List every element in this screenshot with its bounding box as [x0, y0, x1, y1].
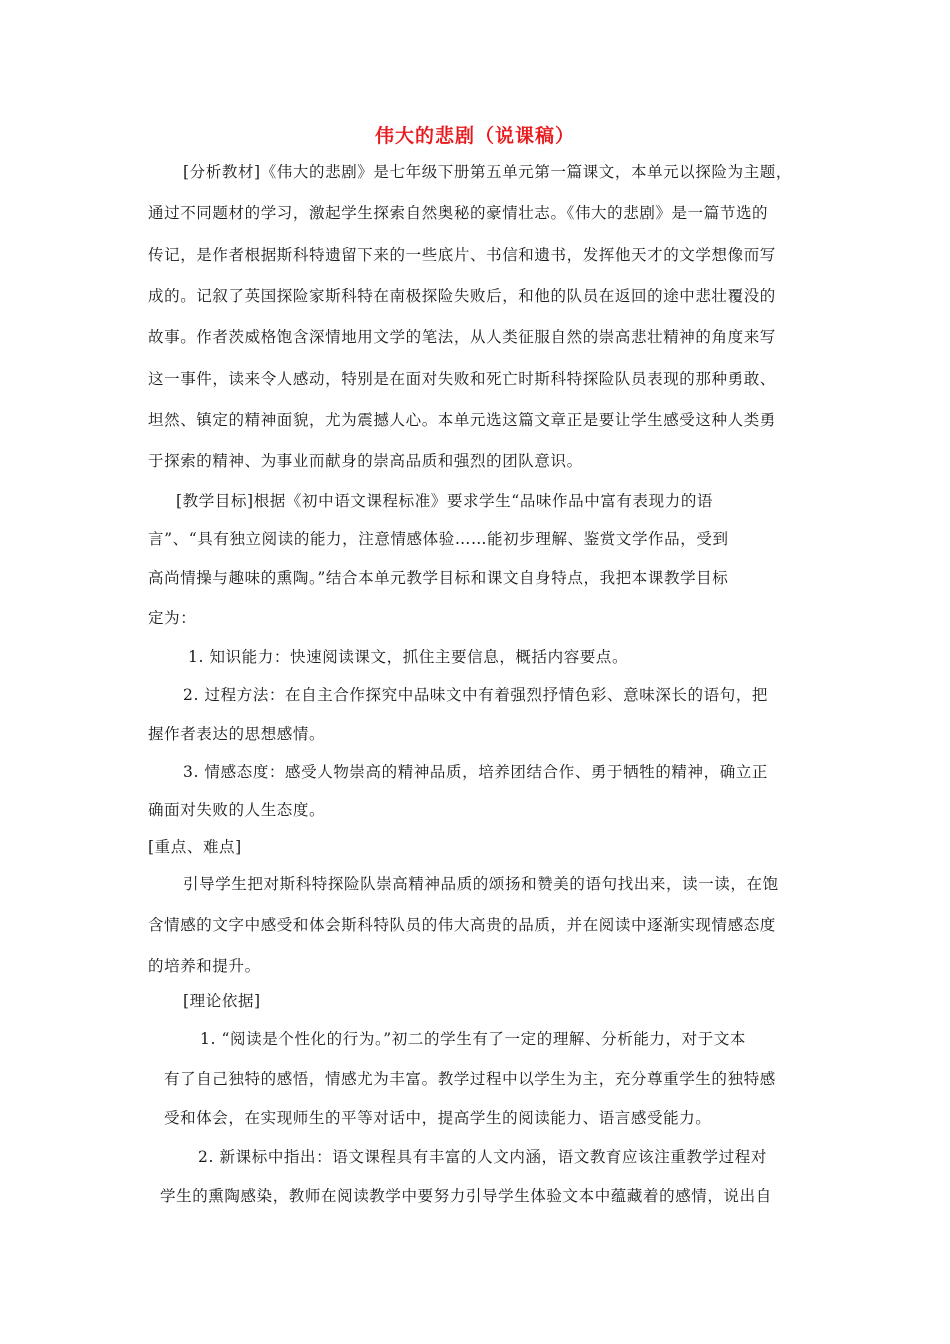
text-line: 定为： [148, 609, 197, 627]
text-line: 坦然、镇定的精神面貌，尤为震撼人心。本单元选这篇文章正是要让学生感受这种人类勇 [148, 411, 776, 429]
list-item: 1. “阅读是个性化的行为。”初二的学生有了一定的理解、分析能力，对于文本 [200, 1030, 747, 1048]
text-line: 确面对失败的人生态度。 [148, 801, 326, 819]
text-line: 故事。作者茨威格饱含深情地用文学的笔法，从人类征服自然的崇高悲壮精神的角度来写 [148, 328, 776, 346]
text-line: [分析教材]《伟大的悲剧》是七年级下册第五单元第一篇课文，本单元以探险为主题， [183, 163, 792, 181]
section-heading: [重点、难点] [148, 838, 242, 856]
section-heading: [理论依据] [183, 992, 261, 1010]
text-line: 于探索的精神、为事业而献身的崇高品质和强烈的团队意识。 [148, 452, 583, 470]
list-item: 2. 新课标中指出：语文课程具有丰富的人文内涵，语文教育应该注重教学过程对 [198, 1148, 767, 1166]
text-line: 引导学生把对斯科特探险队崇高精神品质的颂扬和赞美的语句找出来，读一读，在饱 [183, 875, 779, 893]
text-line: 传记，是作者根据斯科特遗留下来的一些底片、书信和遗书，发挥他天才的文学想像而写 [148, 246, 776, 264]
text-line: 受和体会，在实现师生的平等对话中，提高学生的阅读能力、语言感受能力。 [164, 1109, 712, 1127]
text-line: 这一事件，读来令人感动，特别是在面对失败和死亡时斯科特探险队员表现的那种勇敢、 [148, 370, 776, 388]
list-item: 1. 知识能力：快速阅读课文，抓住主要信息，概括内容要点。 [188, 648, 629, 666]
text-line: 高尚情操与趣味的熏陶。”结合本单元教学目标和课文自身特点，我把本课教学目标 [148, 569, 729, 587]
text-line: [教学目标]根据《初中语文课程标准》要求学生“品味作品中富有表现力的语 [176, 492, 714, 510]
text-line: 言”、“具有独立阅读的能力，注意情感体验……能初步理解、鉴赏文学作品，受到 [148, 530, 729, 548]
text-line: 通过不同题材的学习，激起学生探索自然奥秘的豪情壮志。《伟大的悲剧》是一篇节选的 [148, 204, 769, 222]
text-line: 有了自己独特的感悟，情感尤为丰富。教学过程中以学生为主，充分尊重学生的独特感 [164, 1070, 776, 1088]
list-item: 2. 过程方法：在自主合作探究中品味文中有着强烈抒情色彩、意味深长的语句，把 [183, 686, 769, 704]
list-item: 3. 情感态度：感受人物崇高的精神品质，培养团结合作、勇于牺牲的精神，确立正 [183, 763, 769, 781]
text-line: 含情感的文字中感受和体会斯科特队员的伟大高贵的品质，并在阅读中逐渐实现情感态度 [148, 916, 776, 934]
text-line: 学生的熏陶感染，教师在阅读教学中要努力引导学生体验文本中蕴藏着的感情，说出自 [160, 1187, 772, 1205]
page-title: 伟大的悲剧（说课稿） [374, 125, 575, 147]
text-line: 的培养和提升。 [148, 957, 261, 975]
text-line: 成的。记叙了英国探险家斯科特在南极探险失败后，和他的队员在返回的途中悲壮覆没的 [148, 287, 776, 305]
text-line: 握作者表达的思想感情。 [148, 725, 326, 743]
